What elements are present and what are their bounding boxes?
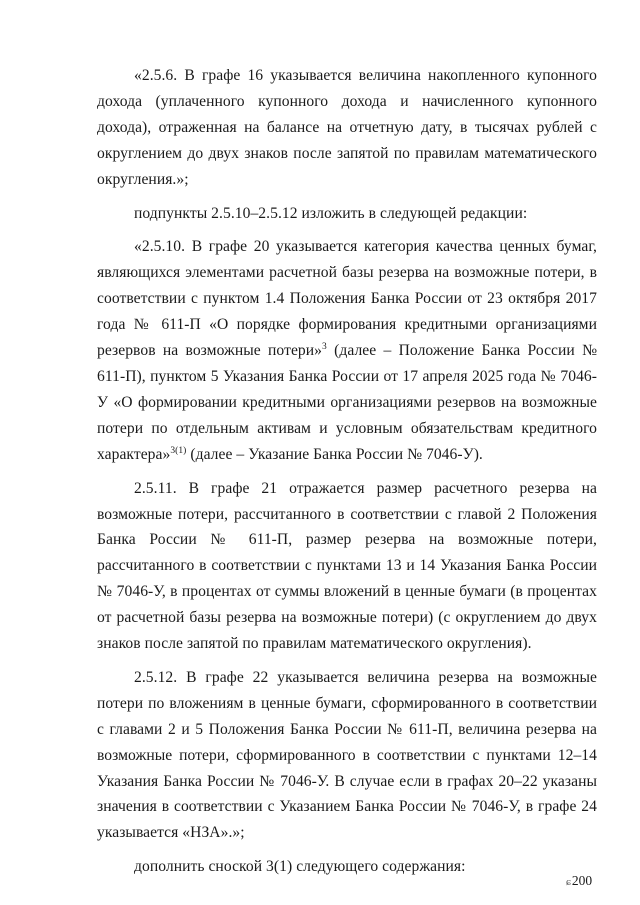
paragraph-2-5-6: «2.5.6. В графе 16 указывается величина накопленного купонного дохода (уплаченного купонного дохода и начисленного купонного дохода), отраженная на балансе на отчетную дату, в тысячах рублей с округлением до двух знаков после запятой по правилам математического округления.»; xyxy=(97,67,597,188)
footnote-ref-3: 3 xyxy=(322,342,327,353)
paragraph-2-5-10-text-c: (далее – Указание Банка России № 7046-У). xyxy=(186,445,483,463)
footnote-ref-3-1: 3(1) xyxy=(170,445,187,456)
page-number xyxy=(566,873,592,889)
paragraph-2-5-10 xyxy=(97,234,597,467)
paragraph-2-5-11: 2.5.11. В графе 21 отражается размер расчетного резерва на возможные потери, рассчитанного в соответствии с главой 2 Положения Банка России № 611-П, размер резерва на возможные потери, рассчитанного в соответствии с пунктами 13 и 14 Указания Банка России № 7046-У, в процентах от суммы вложений в ценные бумаги (в процентах от расчетной базы резерва на возможные потери) (с округлением до двух знаков после запятой по правилам математического округления). xyxy=(97,479,597,653)
page-mark-icon: ɕ xyxy=(566,876,571,888)
paragraph-footnote-intro: дополнить сноской 3(1) следующего содержания: xyxy=(134,858,466,876)
document-body xyxy=(97,63,597,880)
paragraph-2-5-10-text-b: (далее – Положение Банка России № 611-П), пунктом 5 Указания Банка России от 17 апреля 2025 года № 7046-У «О формировании кредитными организациями резервов на возможные потери по отдельным активам и условным обязательствам кредитного характера» xyxy=(97,342,598,463)
paragraph-2-5-12: 2.5.12. В графе 22 указывается величина резерва на возможные потери по вложениям в ценные бумаги, сформированного в соответствии с главами 2 и 5 Положения Банка России № 611-П, величина резерва на возможные потери, сформированного в соответствии с пунктами 12–14 Указания Банка России № 7046-У. В случае если в графах 20–22 указаны значения в соответствии с Указанием Банка России № 7046-У, в графе 24 указывается «НЗА».»; xyxy=(97,668,597,842)
paragraph-amendment-intro: подпункты 2.5.10–2.5.12 изложить в следующей редакции: xyxy=(134,204,528,222)
page-number-value: 200 xyxy=(571,873,593,888)
paragraph-2-5-10-text-a: «2.5.10. В графе 20 указывается категория качества ценных бумаг, являющихся элементами расчетной базы резерва на возможные потери, в соответствии с пунктом 1.4 Положения Банка России от 23 октября 2017 года № 611-П «О порядке формирования кредитными организациями резервов на возможные потери» xyxy=(97,238,597,360)
